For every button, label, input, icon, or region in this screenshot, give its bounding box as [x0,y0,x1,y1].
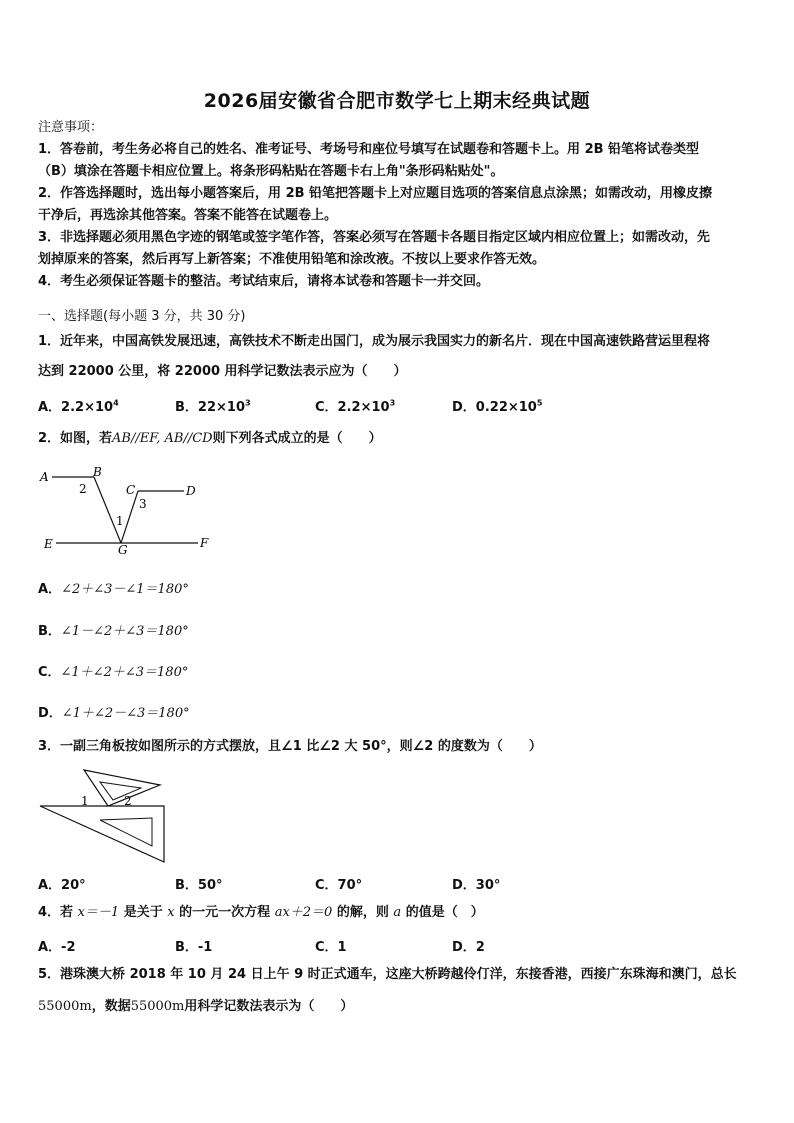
segment-bg [94,477,121,543]
question-5-line-2: 55000m，数据55000m用科学记数法表示为（ ） [38,999,354,1014]
notice-line: 3．非选择题必须用黑色字迹的钢笔或签字笔作答，答案必须写在答题卡各题目指定区域内相应位置上；如需改动，先 [38,230,711,245]
angle-1-label: 1 [116,514,124,528]
option-a: A．20° [38,878,86,893]
question-4-stem: 4．若 x＝－1 是关于 x 的一元一次方程 ax＋2＝0 的解，则 a 的值是（ ） [38,905,484,920]
label-g: G [118,543,128,557]
label-f: F [200,536,209,550]
option-a: A．-2 [38,940,76,955]
option-c: C．1 [315,940,347,955]
lower-set-square-inner [100,818,152,846]
question-2-option-b: B．∠1－∠2＋∠3＝180° [38,624,189,639]
angle-1-label: 1 [81,794,89,808]
triangle-rulers-figure [38,762,168,864]
page-title: 2026届安徽省合肥市数学七上期末经典试题 [203,90,591,112]
option-d: D．30° [452,878,501,893]
angle-3-label: 3 [139,497,147,511]
upper-set-square-inner [100,782,141,800]
notice-line: 干净后，再选涂其他答案。答案不能答在试题卷上。 [38,208,338,223]
section-heading: 一、选择题(每小题 3 分，共 30 分) [38,309,246,324]
lower-set-square [40,806,164,862]
question-5-line-1: 5．港珠澳大桥 2018 年 10 月 24 日上午 9 时正式通车，这座大桥跨越伶仃洋，东接香港，西接广东珠海和澳门，总长 [38,967,737,982]
notice-line: 1．答卷前，考生务必将自己的姓名、准考证号、考场号和座位号填写在试题卷和答题卡上。用 2B 铅笔将试卷类型 [38,142,700,157]
option-d: D．2 [452,940,485,955]
notice-line: 4．考生必须保证答题卡的整洁。考试结束后，请将本试卷和答题卡一并交回。 [38,274,490,289]
option-b: B．$22\times 10^3$ [175,398,251,415]
question-2-option-d: D．∠1＋∠2－∠3＝180° [38,706,190,721]
angle-2-label: 2 [124,794,132,808]
option-a: A．$2.2\times 10^4$ [38,398,119,415]
label-d: D [186,484,196,498]
notice-line: 划掉原来的答案，然后再写上新答案；不准使用铅笔和涂改液。不按以上要求作答无效。 [38,252,546,267]
label-c: C [126,483,136,497]
option-c: C．70° [315,878,363,893]
parallel-lines-figure [38,466,218,558]
option-b: B．50° [175,878,223,893]
question-1-line-2: 达到 22000 公里，将 22000 用科学记数法表示应为（ ） [38,364,407,379]
angle-2-label: 2 [79,482,87,496]
label-e: E [44,537,53,551]
option-d: D．$0.22\times 10^5$ [452,398,543,415]
notice-line: 2．作答选择题时，选出每小题答案后，用 2B 铅笔把答题卡上对应题目选项的答案信息点涂黑；如需改动，用橡皮擦 [38,186,713,201]
question-1-line-1: 1．近年来，中国高铁发展迅速，高铁技术不断走出国门，成为展示我国实力的新名片．现在中国高速铁路营运里程将 [38,334,711,349]
upper-set-square [84,770,160,806]
question-2-stem: 2．如图，若AB//EF, AB//CD则下列各式成立的是（ ） [38,431,382,446]
label-a: A [40,470,49,484]
question-2-option-a: A．∠2＋∠3－∠1＝180° [38,582,189,597]
question-3-stem: 3．一副三角板按如图所示的方式摆放，且∠1 比∠2 大 50°，则∠2 的度数为（ ） [38,739,542,754]
option-c: C．$2.2\times 10^3$ [315,398,396,415]
label-b: B [93,466,102,479]
notice-line: （B）填涂在答题卡相应位置上。将条形码粘贴在答题卡右上角"条形码粘贴处"。 [38,164,504,179]
question-2-option-c: C．∠1＋∠2＋∠3＝180° [38,665,189,680]
notice-heading: 注意事项： [38,120,104,135]
option-b: B．-1 [175,940,213,955]
